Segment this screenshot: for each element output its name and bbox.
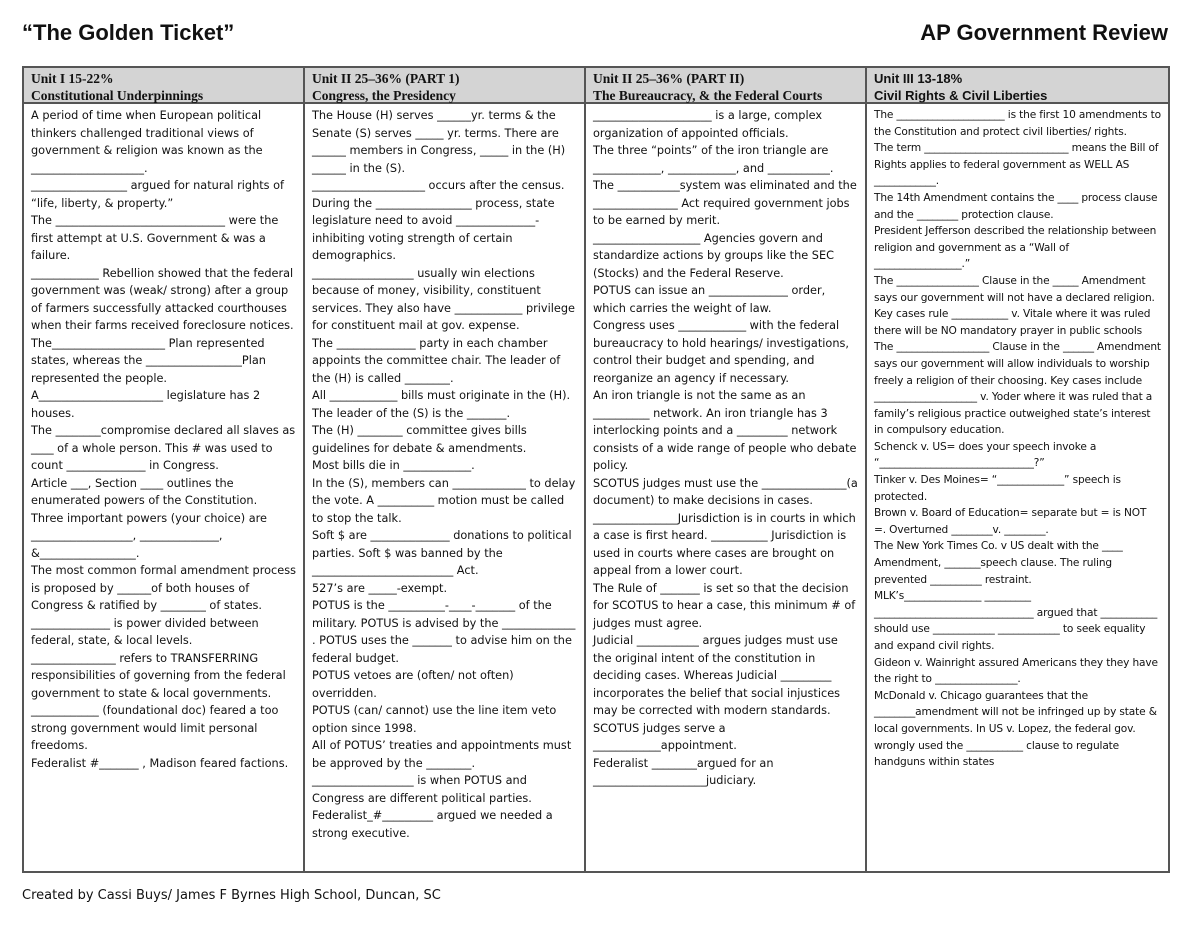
review-table xyxy=(22,66,1170,873)
column-header xyxy=(24,68,303,104)
column-header-line2: Civil Rights & Civil Liberties xyxy=(874,88,1048,103)
column-unit-2-part-2 xyxy=(586,68,867,871)
column-body xyxy=(24,104,303,772)
column-header-line2: Constitutional Underpinnings xyxy=(31,88,204,103)
review-item: __________________ is when POTUS and Congress are different political parties. xyxy=(312,774,532,805)
review-item: The New York Times Co. v US dealt with the ____ Amendment, _______speech clause. The ruling prevented __________ restraint. xyxy=(874,540,1123,586)
review-item: POTUS vetoes are (often/ not often) overridden. xyxy=(312,669,514,700)
column-header xyxy=(305,68,584,104)
review-item: The term ____________________________ means the Bill of Rights applies to federal government as WELL AS ____________. xyxy=(874,142,1159,188)
review-item: ____________ (foundational doc) feared a too strong government would limit personal freedoms. xyxy=(31,704,279,752)
review-item: The _____________________ is the first 10 amendments to the Constitution and protect civil liberties/ rights. xyxy=(874,109,1161,138)
column-header xyxy=(586,68,865,104)
review-item: The____________________ Plan represented states, whereas the _________________Plan represented the people. A______________________ legislature has 2 houses. xyxy=(31,336,266,420)
review-item: McDonald v. Chicago guarantees that the ________amendment will not be infringed up by state & local governments. In US v. Lopez, the federal gov. wrongly used the ___________ clause to regulate handguns within states xyxy=(874,689,1157,769)
column-unit-3 xyxy=(867,68,1168,871)
review-item: The ________________ Clause in the _____ Amendment says our government will not have a declared religion. Key cases rule ___________ v. Vitale where it was ruled there will be NO mandatory prayer in public schools xyxy=(874,274,1155,337)
column-header-line2: The Bureaucracy, & the Federal Courts xyxy=(593,88,823,103)
review-item: SCOTUS judges must use the _______________(a document) to make decisions in cases. xyxy=(593,476,858,507)
column-body xyxy=(586,104,865,790)
column-header-line1: Unit II 25–36% (PART II) xyxy=(593,71,745,86)
column-body xyxy=(305,104,584,842)
column-header-line2: Congress, the Presidency xyxy=(312,88,456,103)
footer-credit: Created by Cassi Buys/ James F Byrnes High School, Duncan, SC xyxy=(22,888,441,903)
review-item: Soft $ are ______________ donations to political parties. Soft $ was banned by the _________________________ Act. xyxy=(312,529,572,577)
column-header-line1: Unit I 15-22% xyxy=(31,71,114,86)
document-subtitle: AP Government Review xyxy=(920,20,1168,45)
review-item: Federalist #_______ , Madison feared factions. xyxy=(31,756,289,770)
document-title: “The Golden Ticket” xyxy=(22,20,235,45)
column-header xyxy=(867,68,1168,104)
review-item: 527’s are _____-exempt. xyxy=(312,581,448,595)
review-item: The most common formal amendment process is proposed by ______of both houses of Congress & ratified by ________ of states. xyxy=(31,564,296,612)
review-item: The House (H) serves ______yr. terms & the Senate (S) serves _____ yr. terms. There are ______ members in Congress, _____ in the (H) ______ in the (S). xyxy=(312,109,566,175)
review-item: The ______________ party in each chamber appoints the committee chair. The leader of the (H) is called ________. xyxy=(312,336,561,385)
review-item: ______________ is power divided between federal, state, & local levels. xyxy=(31,616,259,647)
review-item: ____________________ occurs after the census. During the _________________ process, state legislature need to avoid ______________- inhibiting voting strength of certain demographics. xyxy=(312,179,565,262)
review-item: _________________ argued for natural rights of “life, liberty, & property.” xyxy=(31,179,285,210)
column-header-line1: Unit III 13-18% xyxy=(874,71,963,86)
review-item: Congress uses ____________ with the federal bureaucracy to hold hearings/ investigations, control their budget and spending, and reorganize an agency if necessary. xyxy=(593,319,849,385)
review-item: POTUS is the __________-____-_______ of the military. POTUS is advised by the _____________ . POTUS uses the _______ to advise him on the federal budget. xyxy=(312,599,576,665)
review-item: President Jefferson described the relationship between religion and government as a “Wall of _________________.” xyxy=(874,225,1157,271)
review-item: Brown v. Board of Education= separate but = is NOT =. Overturned ________v. ________. xyxy=(874,507,1147,536)
review-item: MLK’s_______________ _________ _______________________________ argued that ___________ should use ____________ ____________ to seek equality and expand civil rights. xyxy=(874,590,1158,652)
review-item: __________________ usually win elections because of money, visibility, constituent services. They also have ____________ privilege for constituent mail at gov. expense. xyxy=(312,266,575,332)
review-item: SCOTUS judges serve a ____________appointment. xyxy=(593,721,737,752)
column-unit-1 xyxy=(24,68,305,871)
review-item: The three “points” of the iron triangle are ____________, ____________, and ___________. xyxy=(593,144,834,175)
review-item: Three important powers (your choice) are __________________, ______________, &_________________. xyxy=(31,511,267,560)
review-item: _______________Jurisdiction is in courts in which a case is first heard. __________ Jurisdiction is used in courts where cases are brought on appeal from a lower court. xyxy=(593,511,856,577)
review-item: POTUS can issue an ______________ order, which carries the weight of law. xyxy=(593,284,826,315)
review-item: The (H) ________ committee gives bills guidelines for debate & amendments. xyxy=(312,424,527,455)
review-item: _____________________ is a large, complex organization of appointed officials. xyxy=(593,109,823,140)
review-item: The ________compromise declared all slaves as ____ of a whole person. This # was used to count ______________ in Congress. xyxy=(31,424,296,472)
review-item: All of POTUS’ treaties and appointments must be approved by the ________. xyxy=(312,739,572,770)
review-item: ____________ Rebellion showed that the federal government was (weak/ strong) after a group of farmers successfully attacked courthouses when their farms received foreclosure notices. xyxy=(31,266,294,332)
review-item: Federalist ________argued for an ____________________judiciary. xyxy=(593,756,774,787)
review-item: Judicial ___________ argues judges must use the original intent of the constitution in deciding cases. Whereas Judicial _________ incorporates the belief that social injustices may be corrected with modern standards. xyxy=(593,634,841,717)
review-item: The 14th Amendment contains the ____ process clause and the ________ protection clause. xyxy=(874,191,1158,221)
review-item: All ____________ bills must originate in the (H). The leader of the (S) is the _______. xyxy=(312,389,571,420)
column-body xyxy=(867,104,1168,771)
review-item: Tinker v. Des Moines= “_____________” speech is protected. xyxy=(874,474,1121,503)
review-item: The Rule of _______ is set so that the decision for SCOTUS to hear a case, this minimum # of judges must agree. xyxy=(593,581,856,630)
review-item: Schenck v. US= does your speech invoke a “______________________________?” xyxy=(874,440,1097,470)
review-item: POTUS (can/ cannot) use the line item veto option since 1998. xyxy=(312,704,557,735)
review-item: Article ___, Section ____ outlines the enumerated powers of the Constitution. xyxy=(31,476,258,507)
column-header-line1: Unit II 25–36% (PART 1) xyxy=(312,71,460,86)
column-unit-2-part-1 xyxy=(305,68,586,871)
review-item: The __________________ Clause in the ______ Amendment says our government will allow individuals to worship freely a religion of their choosing. Key cases include ____________________ v. Yoder where it was ruled that a family’s religious practice outweighed state’s interest in compulsory education. xyxy=(874,341,1161,437)
review-item: Gideon v. Wainright assured Americans they they have the right to ________________. xyxy=(874,656,1158,686)
review-item: Federalist_#_________ argued we needed a strong executive. xyxy=(312,809,553,840)
review-item: Most bills die in ____________. xyxy=(312,459,475,472)
review-item: The ______________________________ were the first attempt at U.S. Government & was a failure. xyxy=(31,214,279,262)
review-item: An iron triangle is not the same as an __________ network. An iron triangle has 3 interlocking points and a _________ network consists of a wide range of people who debate policy. xyxy=(593,389,857,472)
review-item: ___________________ Agencies govern and standardize actions by groups like the SEC (Stocks) and the Federal Reserve. xyxy=(593,231,834,280)
review-item: The ___________system was eliminated and the _______________ Act required government jobs to be earned by merit. xyxy=(593,179,857,227)
review-item: A period of time when European political thinkers challenged traditional views of government & religion was known as the ____________________. xyxy=(31,109,263,175)
review-item: In the (S), members can _____________ to delay the vote. A __________ motion must be called to stop the talk. xyxy=(312,476,576,525)
review-item: _______________ refers to TRANSFERRING responsibilities of governing from the federal government to state & local governments. xyxy=(31,651,286,700)
